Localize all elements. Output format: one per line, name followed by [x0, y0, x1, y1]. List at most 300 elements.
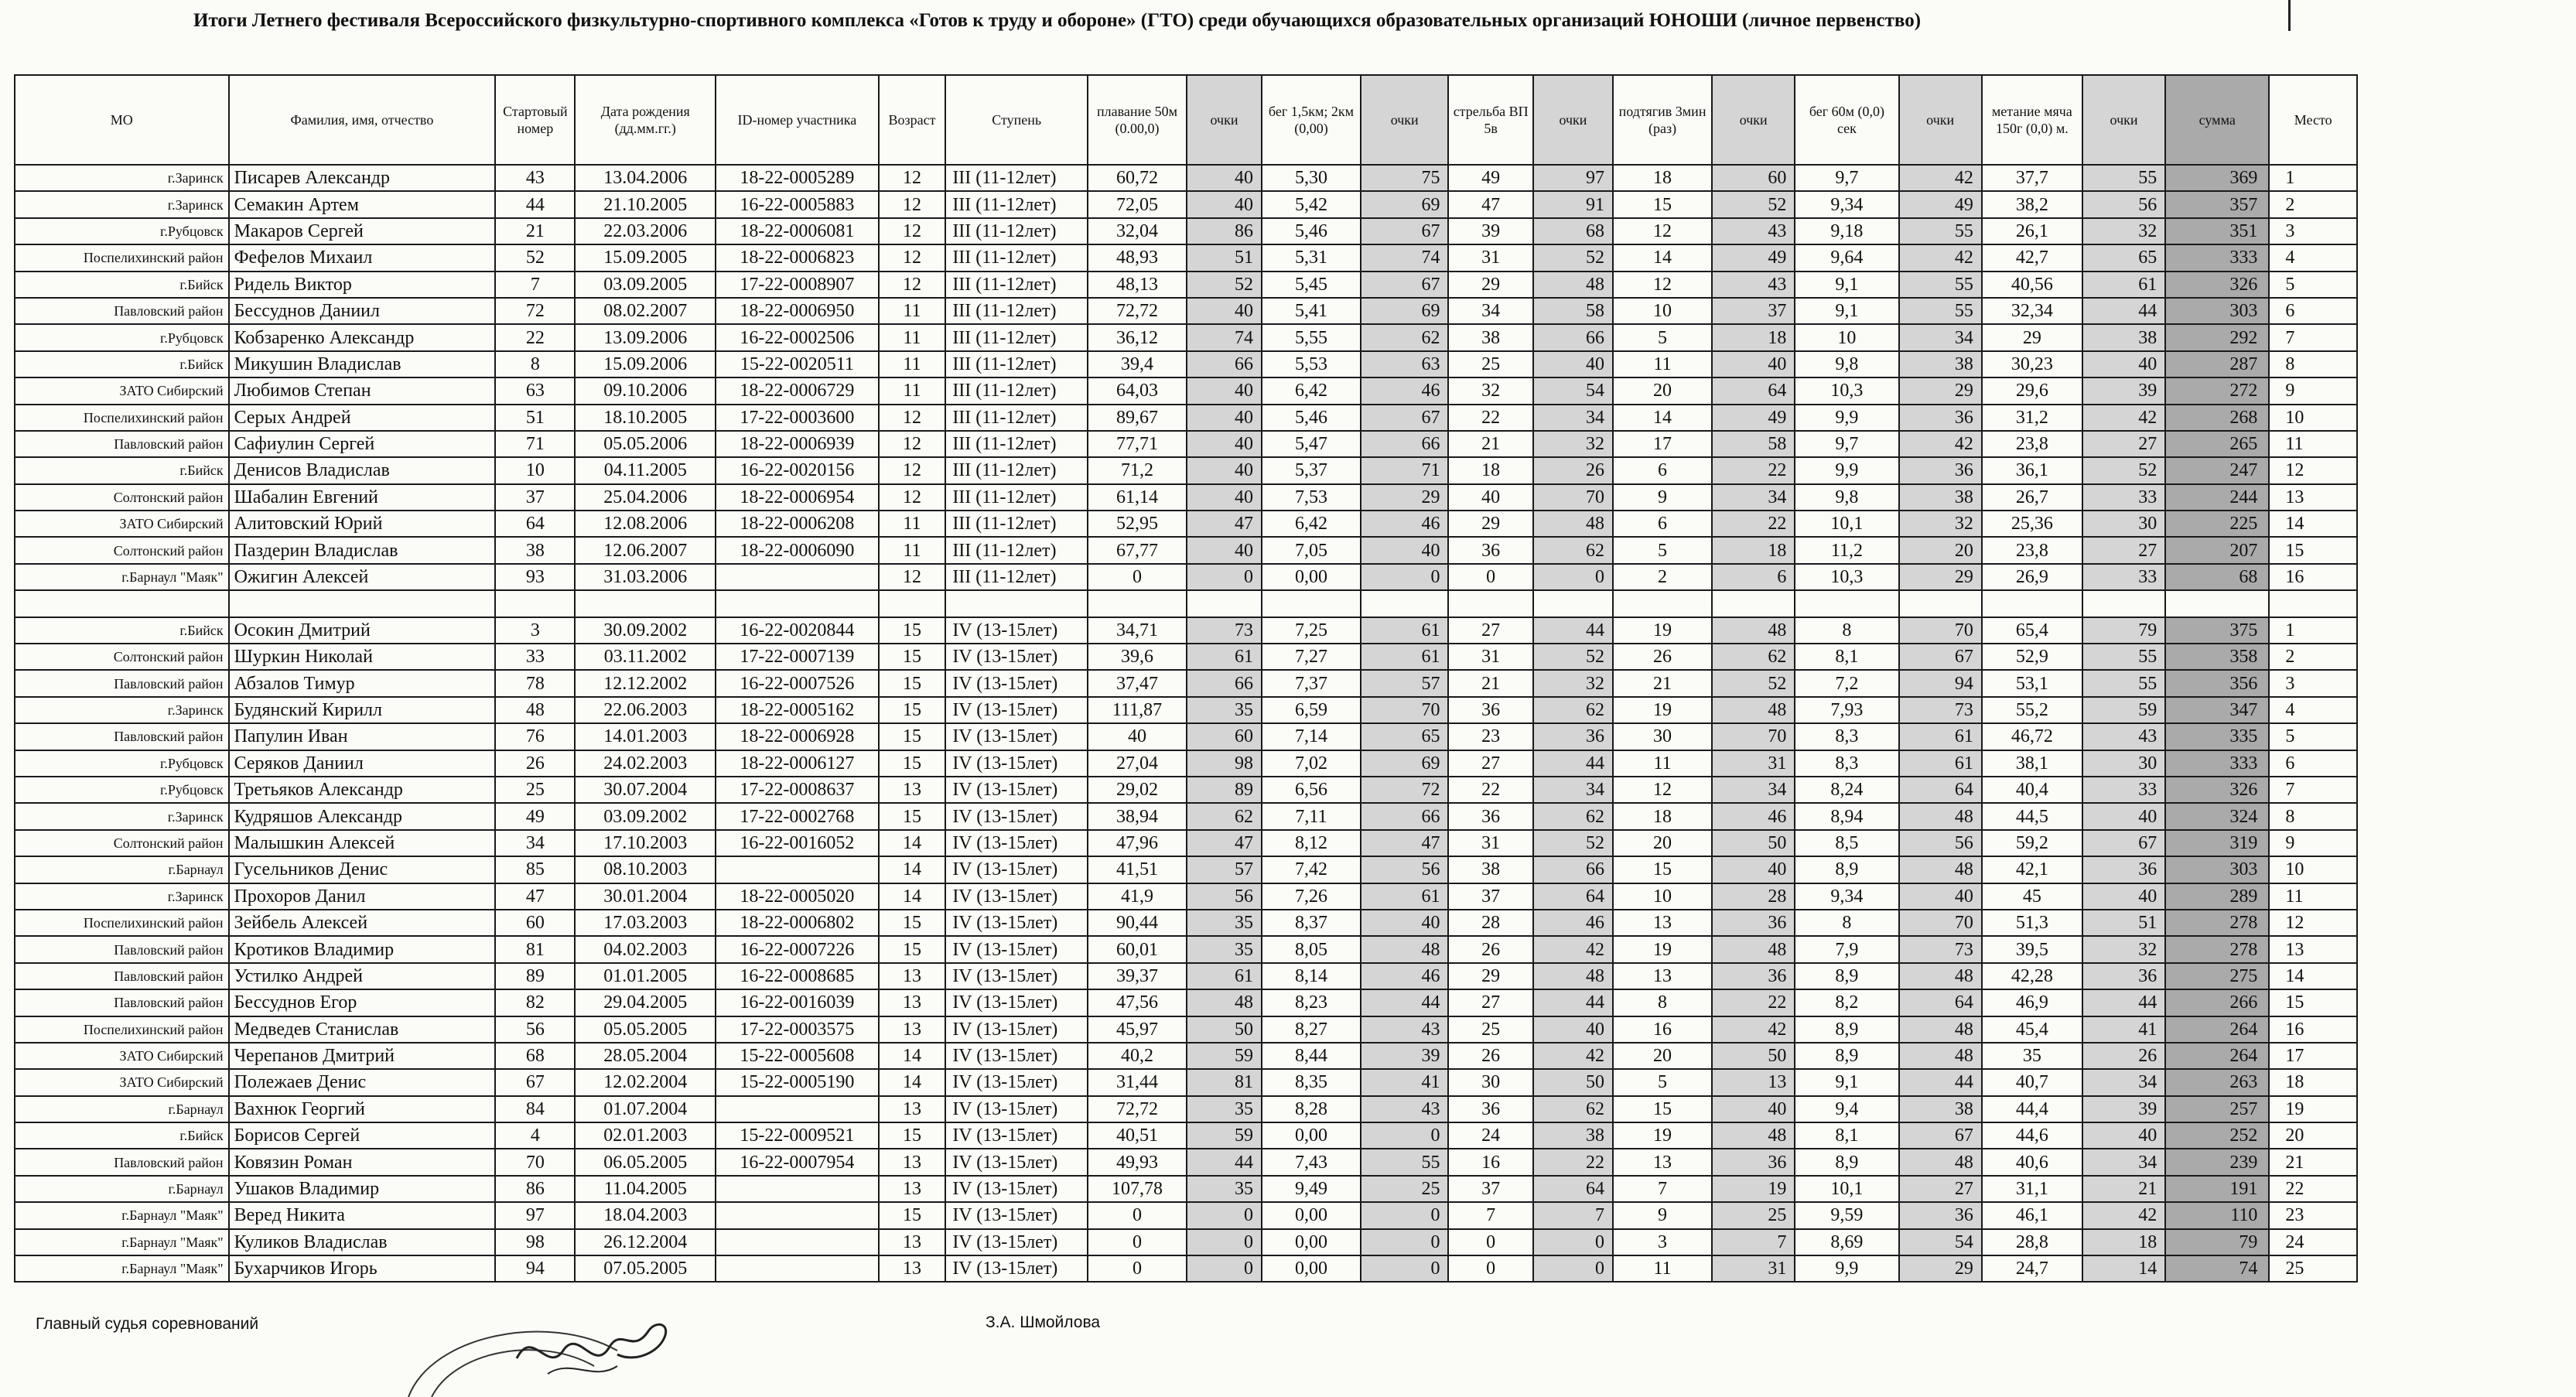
- throw-points-cell: 32: [2082, 936, 2165, 962]
- birth-date-cell: 25.04.2006: [575, 484, 716, 511]
- participant-id-cell: 15-22-0005608: [716, 1043, 879, 1069]
- throw-points-cell: 42: [2082, 1202, 2165, 1228]
- start-number-cell: 44: [495, 191, 575, 217]
- place-cell: 7: [2269, 777, 2357, 803]
- run-result-cell: 8,14: [1262, 963, 1361, 989]
- swim-result-cell: 48,13: [1088, 272, 1187, 298]
- shoot-points-cell: 44: [1533, 750, 1613, 777]
- full-name-cell: Медведев Станислав: [229, 1016, 496, 1043]
- total-sum-cell: 292: [2165, 324, 2269, 350]
- mo-cell: Павловский район: [15, 963, 229, 989]
- throw-points-cell: 27: [2082, 537, 2165, 563]
- table-row: [15, 537, 2357, 563]
- sprint-result-cell: 8: [1795, 617, 1898, 644]
- shoot-result-cell: 29: [1448, 511, 1532, 537]
- shoot-points-cell: 38: [1533, 1122, 1613, 1149]
- full-name-cell: Борисов Сергей: [229, 1122, 496, 1149]
- throw-result-cell: 28,8: [1982, 1229, 2082, 1255]
- table-row: [15, 431, 2357, 457]
- pullup-points-cell: 31: [1712, 1255, 1795, 1282]
- throw-result-cell: 53,1: [1982, 670, 2082, 696]
- sprint-result-cell: 10,1: [1795, 1176, 1898, 1202]
- throw-result-cell: 36,1: [1982, 457, 2082, 483]
- start-number-cell: 37: [495, 484, 575, 511]
- full-name-cell: Кротиков Владимир: [229, 936, 496, 962]
- sprint-points-cell: 54: [1899, 1229, 1982, 1255]
- age-cell: 12: [879, 457, 946, 483]
- table-row: [15, 1149, 2357, 1175]
- swim-result-cell: 40: [1088, 723, 1187, 750]
- birth-date-cell: 07.05.2005: [575, 1255, 716, 1282]
- total-sum-cell: 191: [2165, 1176, 2269, 1202]
- age-cell: 12: [879, 218, 946, 244]
- place-cell: 5: [2269, 723, 2357, 750]
- age-cell: 15: [879, 723, 946, 750]
- table-row: [15, 963, 2357, 989]
- empty-cell: [716, 590, 879, 617]
- swim-result-cell: 37,47: [1088, 670, 1187, 696]
- sprint-points-cell: 42: [1899, 431, 1982, 457]
- participant-id-cell: [716, 1202, 879, 1228]
- throw-result-cell: 45: [1982, 883, 2082, 910]
- stage-cell: IV (13-15лет): [945, 670, 1088, 696]
- swim-points-cell: 35: [1187, 1096, 1262, 1122]
- sprint-result-cell: 9,7: [1795, 431, 1898, 457]
- stage-cell: III (11-12лет): [945, 377, 1088, 404]
- throw-points-cell: 27: [2082, 431, 2165, 457]
- pullup-result-cell: 6: [1613, 511, 1712, 537]
- sprint-points-cell: 38: [1899, 1096, 1982, 1122]
- table-row: [15, 405, 2357, 431]
- pullup-result-cell: 12: [1613, 218, 1712, 244]
- age-cell: 13: [879, 1016, 946, 1043]
- run-result-cell: 7,26: [1262, 883, 1361, 910]
- birth-date-cell: 01.01.2005: [575, 963, 716, 989]
- swim-points-cell: 66: [1187, 351, 1262, 377]
- mo-cell: г.Заринск: [15, 697, 229, 723]
- shoot-result-cell: 22: [1448, 777, 1532, 803]
- throw-points-cell: 39: [2082, 377, 2165, 404]
- throw-result-cell: 31,2: [1982, 405, 2082, 431]
- mo-cell: Поспелихинский район: [15, 910, 229, 936]
- sprint-points-cell: 56: [1899, 830, 1982, 856]
- birth-date-cell: 29.04.2005: [575, 989, 716, 1016]
- shoot-result-cell: 23: [1448, 723, 1532, 750]
- place-cell: 6: [2269, 750, 2357, 777]
- mo-cell: г.Барнаул: [15, 856, 229, 883]
- mo-cell: г.Заринск: [15, 191, 229, 217]
- participant-id-cell: 16-22-0007526: [716, 670, 879, 696]
- swim-points-cell: 47: [1187, 830, 1262, 856]
- run-points-cell: 48: [1361, 936, 1449, 962]
- place-cell: 15: [2269, 537, 2357, 563]
- throw-points-cell: 33: [2082, 484, 2165, 511]
- shoot-result-cell: 7: [1448, 1202, 1532, 1228]
- table-row: [15, 1122, 2357, 1149]
- start-number-cell: 56: [495, 1016, 575, 1043]
- header-shoot-result: стрельба ВП 5в: [1448, 75, 1532, 165]
- mo-cell: Солтонский район: [15, 644, 229, 670]
- sprint-points-cell: 70: [1899, 617, 1982, 644]
- stage-cell: IV (13-15лет): [945, 1202, 1088, 1228]
- results-table: [14, 74, 2358, 1283]
- place-cell: 11: [2269, 431, 2357, 457]
- stage-cell: IV (13-15лет): [945, 910, 1088, 936]
- swim-points-cell: 0: [1187, 1255, 1262, 1282]
- swim-result-cell: 60,72: [1088, 165, 1187, 191]
- start-number-cell: 21: [495, 218, 575, 244]
- pullup-points-cell: 58: [1712, 431, 1795, 457]
- swim-points-cell: 86: [1187, 218, 1262, 244]
- sprint-result-cell: 8,9: [1795, 963, 1898, 989]
- sprint-points-cell: 20: [1899, 537, 1982, 563]
- shoot-points-cell: 0: [1533, 564, 1613, 590]
- run-points-cell: 43: [1361, 1096, 1449, 1122]
- birth-date-cell: 22.03.2006: [575, 218, 716, 244]
- throw-points-cell: 56: [2082, 191, 2165, 217]
- swim-points-cell: 40: [1187, 484, 1262, 511]
- shoot-result-cell: 0: [1448, 1229, 1532, 1255]
- sprint-points-cell: 40: [1899, 883, 1982, 910]
- participant-id-cell: 18-22-0005289: [716, 165, 879, 191]
- sprint-points-cell: 55: [1899, 298, 1982, 324]
- start-number-cell: 38: [495, 537, 575, 563]
- participant-id-cell: 18-22-0006729: [716, 377, 879, 404]
- shoot-points-cell: 62: [1533, 803, 1613, 829]
- table-row: [15, 564, 2357, 590]
- birth-date-cell: 12.08.2006: [575, 511, 716, 537]
- throw-result-cell: 24,7: [1982, 1255, 2082, 1282]
- shoot-result-cell: 18: [1448, 457, 1532, 483]
- total-sum-cell: 287: [2165, 351, 2269, 377]
- pullup-result-cell: 15: [1613, 191, 1712, 217]
- shoot-result-cell: 29: [1448, 272, 1532, 298]
- start-number-cell: 70: [495, 1149, 575, 1175]
- swim-result-cell: 77,71: [1088, 431, 1187, 457]
- age-cell: 12: [879, 564, 946, 590]
- throw-result-cell: 25,36: [1982, 511, 2082, 537]
- shoot-points-cell: 40: [1533, 351, 1613, 377]
- sprint-points-cell: 61: [1899, 750, 1982, 777]
- stage-cell: IV (13-15лет): [945, 963, 1088, 989]
- stage-cell: III (11-12лет): [945, 405, 1088, 431]
- stage-cell: IV (13-15лет): [945, 1043, 1088, 1069]
- empty-cell: [2082, 590, 2165, 617]
- shoot-result-cell: 37: [1448, 883, 1532, 910]
- table-row: [15, 670, 2357, 696]
- run-result-cell: 8,12: [1262, 830, 1361, 856]
- age-cell: 12: [879, 405, 946, 431]
- birth-date-cell: 17.10.2003: [575, 830, 716, 856]
- stage-cell: III (11-12лет): [945, 191, 1088, 217]
- stage-cell: IV (13-15лет): [945, 1176, 1088, 1202]
- run-points-cell: 67: [1361, 218, 1449, 244]
- pullup-points-cell: 18: [1712, 324, 1795, 350]
- run-result-cell: 0,00: [1262, 1229, 1361, 1255]
- run-result-cell: 7,53: [1262, 484, 1361, 511]
- participant-id-cell: 16-22-0008685: [716, 963, 879, 989]
- table-row: [15, 1229, 2357, 1255]
- stage-cell: III (11-12лет): [945, 537, 1088, 563]
- pullup-result-cell: 14: [1613, 405, 1712, 431]
- sprint-result-cell: 8: [1795, 910, 1898, 936]
- sprint-points-cell: 42: [1899, 165, 1982, 191]
- participant-id-cell: 16-22-0016052: [716, 830, 879, 856]
- shoot-points-cell: 34: [1533, 777, 1613, 803]
- run-result-cell: 0,00: [1262, 564, 1361, 590]
- run-result-cell: 5,37: [1262, 457, 1361, 483]
- empty-cell: [15, 590, 229, 617]
- age-cell: 15: [879, 803, 946, 829]
- start-number-cell: 94: [495, 1255, 575, 1282]
- pullup-points-cell: 48: [1712, 936, 1795, 962]
- shoot-points-cell: 66: [1533, 324, 1613, 350]
- age-cell: 13: [879, 963, 946, 989]
- table-row: [15, 910, 2357, 936]
- start-number-cell: 8: [495, 351, 575, 377]
- header-throw-points: очки: [2082, 75, 2165, 165]
- throw-points-cell: 34: [2082, 1149, 2165, 1175]
- swim-result-cell: 39,6: [1088, 644, 1187, 670]
- start-number-cell: 26: [495, 750, 575, 777]
- throw-result-cell: 39,5: [1982, 936, 2082, 962]
- birth-date-cell: 04.11.2005: [575, 457, 716, 483]
- sprint-points-cell: 55: [1899, 272, 1982, 298]
- place-cell: 6: [2269, 298, 2357, 324]
- total-sum-cell: 369: [2165, 165, 2269, 191]
- table-row: [15, 1176, 2357, 1202]
- shoot-result-cell: 27: [1448, 750, 1532, 777]
- table-row: [15, 218, 2357, 244]
- birth-date-cell: 09.10.2006: [575, 377, 716, 404]
- run-result-cell: 7,11: [1262, 803, 1361, 829]
- place-cell: 5: [2269, 272, 2357, 298]
- shoot-result-cell: 36: [1448, 803, 1532, 829]
- table-row: [15, 830, 2357, 856]
- sprint-points-cell: 36: [1899, 405, 1982, 431]
- document-title: Итоги Летнего фестиваля Всероссийского физкультурно-спортивного комплекса «Готов к труду и обороне» (ГТО) среди обучающихся образовательных организаций ЮНОШИ (личное первенство): [193, 10, 1922, 31]
- mo-cell: Поспелихинский район: [15, 244, 229, 271]
- run-result-cell: 7,05: [1262, 537, 1361, 563]
- run-points-cell: 0: [1361, 1229, 1449, 1255]
- total-sum-cell: 79: [2165, 1229, 2269, 1255]
- run-points-cell: 43: [1361, 1016, 1449, 1043]
- pullup-points-cell: 52: [1712, 191, 1795, 217]
- shoot-result-cell: 30: [1448, 1069, 1532, 1095]
- total-sum-cell: 110: [2165, 1202, 2269, 1228]
- pullup-result-cell: 5: [1613, 324, 1712, 350]
- full-name-cell: Гусельников Денис: [229, 856, 496, 883]
- stage-cell: IV (13-15лет): [945, 1016, 1088, 1043]
- pullup-result-cell: 10: [1613, 298, 1712, 324]
- total-sum-cell: 324: [2165, 803, 2269, 829]
- pullup-points-cell: 28: [1712, 883, 1795, 910]
- table-row: [15, 936, 2357, 962]
- run-points-cell: 67: [1361, 405, 1449, 431]
- chief-judge-label: Главный судья соревнований: [36, 1315, 259, 1333]
- throw-result-cell: 23,8: [1982, 537, 2082, 563]
- birth-date-cell: 31.03.2006: [575, 564, 716, 590]
- participant-id-cell: 16-22-0005883: [716, 191, 879, 217]
- pullup-result-cell: 15: [1613, 856, 1712, 883]
- swim-points-cell: 0: [1187, 1202, 1262, 1228]
- swim-points-cell: 60: [1187, 723, 1262, 750]
- age-cell: 11: [879, 537, 946, 563]
- shoot-points-cell: 48: [1533, 511, 1613, 537]
- shoot-points-cell: 42: [1533, 1043, 1613, 1069]
- throw-result-cell: 32,34: [1982, 298, 2082, 324]
- mo-cell: г.Рубцовск: [15, 777, 229, 803]
- sprint-result-cell: 8,9: [1795, 1016, 1898, 1043]
- throw-points-cell: 14: [2082, 1255, 2165, 1282]
- table-row: [15, 1202, 2357, 1228]
- sprint-result-cell: 8,94: [1795, 803, 1898, 829]
- throw-result-cell: 46,1: [1982, 1202, 2082, 1228]
- run-points-cell: 57: [1361, 670, 1449, 696]
- participant-id-cell: 15-22-0020511: [716, 351, 879, 377]
- birth-date-cell: 08.02.2007: [575, 298, 716, 324]
- pullup-result-cell: 11: [1613, 351, 1712, 377]
- full-name-cell: Алитовский Юрий: [229, 511, 496, 537]
- swim-result-cell: 0: [1088, 564, 1187, 590]
- run-points-cell: 72: [1361, 777, 1449, 803]
- run-result-cell: 8,28: [1262, 1096, 1361, 1122]
- run-points-cell: 67: [1361, 272, 1449, 298]
- run-result-cell: 7,43: [1262, 1149, 1361, 1175]
- pullup-result-cell: 20: [1613, 1043, 1712, 1069]
- start-number-cell: 63: [495, 377, 575, 404]
- table-row: [15, 165, 2357, 191]
- sprint-points-cell: 70: [1899, 910, 1982, 936]
- pullup-result-cell: 26: [1613, 644, 1712, 670]
- birth-date-cell: 13.04.2006: [575, 165, 716, 191]
- empty-cell: [879, 590, 946, 617]
- shoot-points-cell: 64: [1533, 1176, 1613, 1202]
- stage-cell: IV (13-15лет): [945, 1255, 1088, 1282]
- table-row: [15, 1069, 2357, 1095]
- throw-points-cell: 32: [2082, 218, 2165, 244]
- total-sum-cell: 257: [2165, 1096, 2269, 1122]
- pullup-result-cell: 9: [1613, 1202, 1712, 1228]
- sprint-points-cell: 48: [1899, 803, 1982, 829]
- pullup-result-cell: 15: [1613, 1096, 1712, 1122]
- stage-cell: IV (13-15лет): [945, 856, 1088, 883]
- run-points-cell: 40: [1361, 537, 1449, 563]
- shoot-points-cell: 32: [1533, 431, 1613, 457]
- birth-date-cell: 05.05.2006: [575, 431, 716, 457]
- full-name-cell: Будянский Кирилл: [229, 697, 496, 723]
- run-result-cell: 5,53: [1262, 351, 1361, 377]
- throw-result-cell: 37,7: [1982, 165, 2082, 191]
- run-result-cell: 9,49: [1262, 1176, 1361, 1202]
- birth-date-cell: 03.11.2002: [575, 644, 716, 670]
- swim-points-cell: 40: [1187, 377, 1262, 404]
- birth-date-cell: 02.01.2003: [575, 1122, 716, 1149]
- sprint-result-cell: 10,3: [1795, 377, 1898, 404]
- swim-result-cell: 52,95: [1088, 511, 1187, 537]
- swim-points-cell: 40: [1187, 457, 1262, 483]
- place-cell: 24: [2269, 1229, 2357, 1255]
- group-separator-row: [15, 590, 2357, 617]
- pullup-points-cell: 64: [1712, 377, 1795, 404]
- start-number-cell: 71: [495, 431, 575, 457]
- sprint-points-cell: 32: [1899, 511, 1982, 537]
- swim-result-cell: 38,94: [1088, 803, 1187, 829]
- age-cell: 12: [879, 165, 946, 191]
- header-swim-result: плавание 50м (0.00,0): [1088, 75, 1187, 165]
- participant-id-cell: 17-22-0008907: [716, 272, 879, 298]
- sprint-result-cell: 9,8: [1795, 484, 1898, 511]
- pullup-points-cell: 37: [1712, 298, 1795, 324]
- mo-cell: Павловский район: [15, 431, 229, 457]
- swim-points-cell: 74: [1187, 324, 1262, 350]
- start-number-cell: 86: [495, 1176, 575, 1202]
- total-sum-cell: 74: [2165, 1255, 2269, 1282]
- place-cell: 17: [2269, 1043, 2357, 1069]
- pullup-points-cell: 13: [1712, 1069, 1795, 1095]
- run-points-cell: 0: [1361, 1255, 1449, 1282]
- sprint-points-cell: 29: [1899, 1255, 1982, 1282]
- throw-result-cell: 29,6: [1982, 377, 2082, 404]
- run-points-cell: 41: [1361, 1069, 1449, 1095]
- place-cell: 11: [2269, 883, 2357, 910]
- participant-id-cell: [716, 1096, 879, 1122]
- empty-cell: [1982, 590, 2082, 617]
- swim-points-cell: 81: [1187, 1069, 1262, 1095]
- participant-id-cell: 18-22-0006939: [716, 431, 879, 457]
- participant-id-cell: 15-22-0005190: [716, 1069, 879, 1095]
- stage-cell: III (11-12лет): [945, 165, 1088, 191]
- shoot-result-cell: 38: [1448, 856, 1532, 883]
- header-stage: Ступень: [945, 75, 1088, 165]
- header-full-name: Фамилия, имя, отчество: [229, 75, 496, 165]
- start-number-cell: 47: [495, 883, 575, 910]
- birth-date-cell: 08.10.2003: [575, 856, 716, 883]
- sprint-result-cell: 8,1: [1795, 1122, 1898, 1149]
- table-row: [15, 457, 2357, 483]
- header-total-sum: сумма: [2165, 75, 2269, 165]
- table-row: [15, 484, 2357, 511]
- stage-cell: IV (13-15лет): [945, 989, 1088, 1016]
- swim-result-cell: 39,4: [1088, 351, 1187, 377]
- age-cell: 12: [879, 431, 946, 457]
- header-run-points: очки: [1361, 75, 1449, 165]
- start-number-cell: 97: [495, 1202, 575, 1228]
- participant-id-cell: [716, 564, 879, 590]
- birth-date-cell: 22.06.2003: [575, 697, 716, 723]
- place-cell: 9: [2269, 377, 2357, 404]
- pullup-points-cell: 22: [1712, 989, 1795, 1016]
- age-cell: 11: [879, 511, 946, 537]
- header-row: [15, 75, 2357, 165]
- swim-result-cell: 27,04: [1088, 750, 1187, 777]
- participant-id-cell: 16-22-0007226: [716, 936, 879, 962]
- age-cell: 13: [879, 1255, 946, 1282]
- swim-result-cell: 48,93: [1088, 244, 1187, 271]
- run-points-cell: 74: [1361, 244, 1449, 271]
- start-number-cell: 67: [495, 1069, 575, 1095]
- throw-points-cell: 38: [2082, 324, 2165, 350]
- full-name-cell: Ковязин Роман: [229, 1149, 496, 1175]
- total-sum-cell: 264: [2165, 1016, 2269, 1043]
- sprint-points-cell: 73: [1899, 697, 1982, 723]
- place-cell: 18: [2269, 1069, 2357, 1095]
- run-points-cell: 56: [1361, 856, 1449, 883]
- swim-result-cell: 31,44: [1088, 1069, 1187, 1095]
- run-points-cell: 66: [1361, 431, 1449, 457]
- stage-cell: IV (13-15лет): [945, 830, 1088, 856]
- place-cell: 1: [2269, 165, 2357, 191]
